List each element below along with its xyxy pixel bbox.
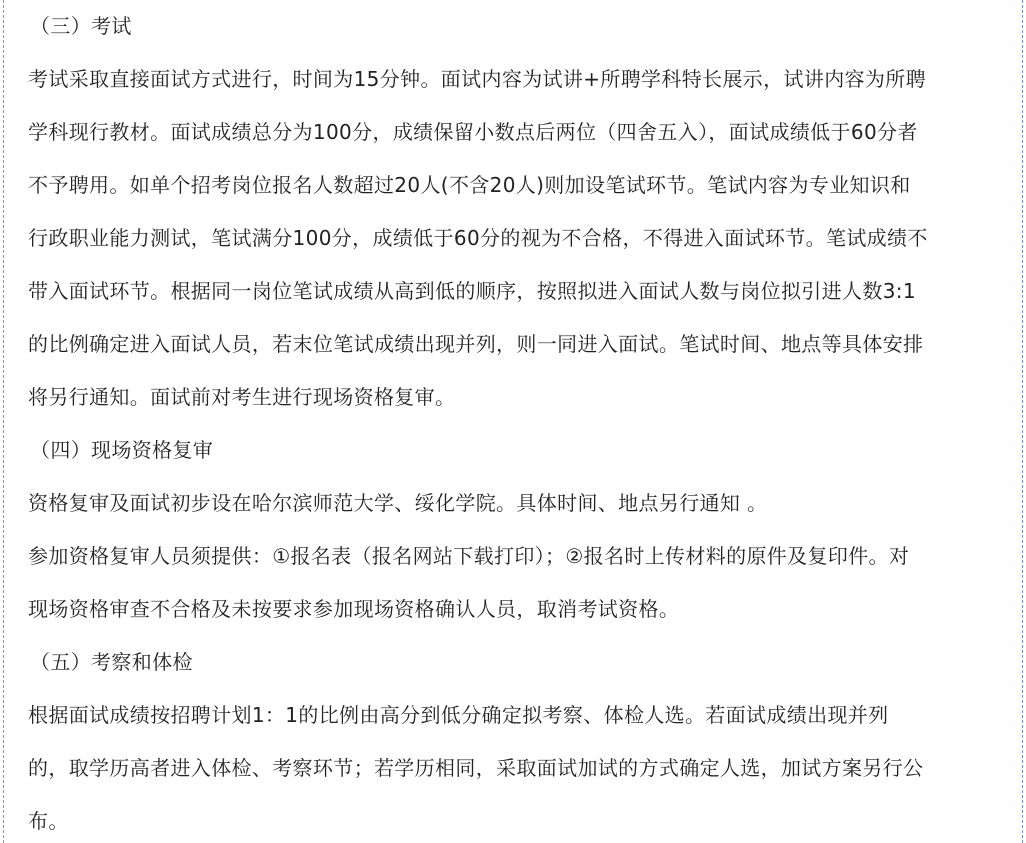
paragraph-line: 学科现行教材。面试成绩总分为100分，成绩保留小数点后两位（四舍五入），面试成绩低于60分者 <box>28 120 918 144</box>
section-heading-inspection-health-check: （五）考察和体检 <box>30 650 193 674</box>
paragraph-line: 的，取学历高者进入体检、考察环节；若学历相同，采取面试加试的方式确定人选，加试方案另行公 <box>28 756 924 780</box>
left-dashed-border <box>3 0 4 843</box>
paragraph-line: 根据面试成绩按招聘计划1：1的比例由高分到低分确定拟考察、体检人选。若面试成绩出现并列 <box>28 703 889 727</box>
paragraph-line: 不予聘用。如单个招考岗位报名人数超过20人(不含20人)则加设笔试环节。笔试内容为专业知识和 <box>28 173 911 197</box>
section-heading-exam: （三）考试 <box>30 14 132 38</box>
document-content <box>28 0 998 843</box>
paragraph-line: 考试采取直接面试方式进行，时间为15分钟。面试内容为试讲+所聘学科特长展示，试讲内容为所聘 <box>28 67 926 91</box>
paragraph-line: 现场资格审查不合格及未按要求参加现场资格确认人员，取消考试资格。 <box>28 597 680 621</box>
paragraph-line: 资格复审及面试初步设在哈尔滨师范大学、绥化学院。具体时间、地点另行通知 。 <box>28 491 768 515</box>
paragraph-line: 将另行通知。面试前对考生进行现场资格复审。 <box>28 385 456 409</box>
paragraph-line: 的比例确定进入面试人员，若末位笔试成绩出现并列，则一同进入面试。笔试时间、地点等具体安排 <box>28 332 924 356</box>
section-heading-qualification-review: （四）现场资格复审 <box>30 438 214 462</box>
paragraph-line: 带入面试环节。根据同一岗位笔试成绩从高到低的顺序，按照拟进入面试人数与岗位拟引进人数3:1 <box>28 279 916 303</box>
paragraph-line: 参加资格复审人员须提供：①报名表（报名网站下载打印）；②报名时上传材料的原件及复印件。对 <box>28 544 910 568</box>
right-dashed-border <box>1022 0 1023 843</box>
paragraph-line: 行政职业能力测试，笔试满分100分，成绩低于60分的视为不合格，不得进入面试环节。笔试成绩不 <box>28 226 928 250</box>
paragraph-line: 布。 <box>28 809 69 833</box>
